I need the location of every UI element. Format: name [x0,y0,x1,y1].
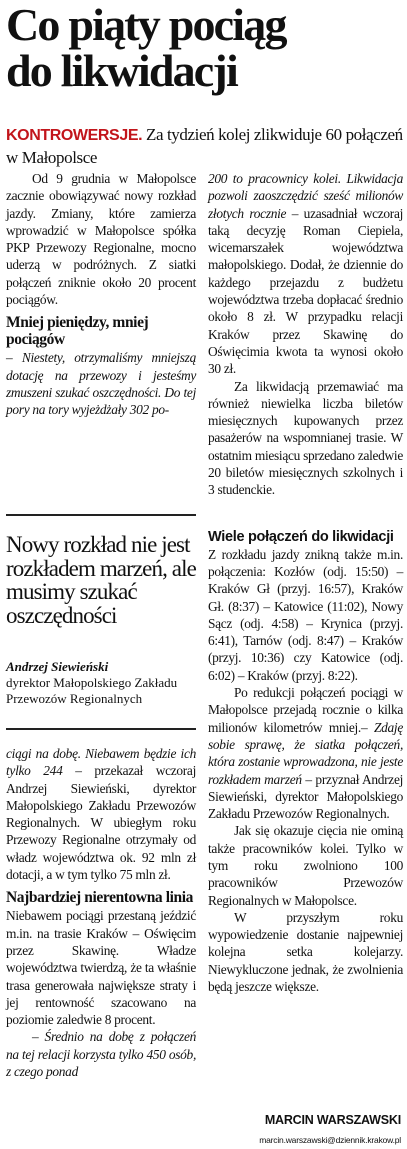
paragraph: – Średnio na dobę z połączeń na tej relacji korzysta tylko 450 osób, z czego ponad [6,1029,196,1080]
paragraph-italic: – Zdaję sobie sprawę, że siatka połączeń, która zostanie wprowadzona, nie jeste rozkładem marzeń [208,719,403,787]
subheading: Najbardziej nierentowna linia [6,889,194,907]
column-1-bottom [6,745,196,1080]
byline-email: marcin.warszawski@dziennik.krakow.pl [259,1135,401,1145]
byline-author: MARCIN WARSZAWSKI [264,1113,401,1127]
subheading: Mniej pieniędzy, mniej pociągów [6,314,149,349]
pull-quote-role: dyrektor Małopolskiego Zakładu Przewozów Regionalnych [6,675,178,706]
headline [6,2,404,94]
paragraph-rest: – uzasadniał wczoraj taką decyzję Roman Ciepiela, wicemarszałek województwa małopolskiego. Dodał, że dziennie do każdego przejazdu z budżetu województwa trzeba dopłacać średnio około 8 zł. W przypadku relacji Kraków przez Skawinę do Oświęcimia kwota ta wynosi około 30 zł. [208,205,404,377]
paragraph-italic: ciągi na dobę. Niebawem będzie ich tylko 244 [6,746,196,779]
paragraph-start: Po redukcji połączeń pociągi w Małopolsce przejadą rocznie o kilka milionów kilometrów mniej. [208,685,403,735]
pull-quote-attribution [6,659,196,707]
pull-quote-author: Andrzej Siewieński [6,659,109,674]
paragraph-rest: – przekazał wczoraj Andrzej Siewieński, dyrektor Małopolskiego Zakładu Przewozów Regionalnych. W ubiegłym roku Przewozy Regionalne otrzymały od władz województwa ok. 92 mln zł dotacji, a w tym tylko 75 mln zł. [6,763,196,883]
paragraph: Jak się okazuje cięcia nie ominą także pracowników kolei. Tylko w tym roku zwolniono 100 pracowników Przewozów Regionalnych w Małopolsce. [208,823,403,908]
divider [6,514,196,516]
lead-text: Za tydzień kolej zlikwiduje 60 połączeń w Małopolsce [6,125,403,167]
headline-line-2: do likwidacji [6,45,237,96]
paragraph [6,745,196,883]
paragraph [208,684,403,822]
paragraph: – Niestety, otrzymaliśmy mniejszą dotację na przewozy i jesteśmy zmuszeni szukać oszczędności. Do tej pory na tory wyjeżdżały 302 po- [6,350,196,418]
headline-line-1: Co piąty pociąg [6,0,286,50]
lead [6,124,404,169]
paragraph-italic: 200 to pracownicy kolei. Likwidacja pozwoli zaoszczędzić sześć milionów złotych rocznie [208,171,403,221]
paragraph-rest: – przyznał Andrzej Siewieński, dyrektor Małopolskiego Zakładu Przewozów Regionalnych. [208,771,404,822]
subheading: Wiele połączeń do likwidacji [208,528,394,545]
column-1-top [6,170,196,419]
paragraph: Od 9 grudnia w Małopolsce zacznie obowiązywać nowy rozkład jazdy. Zmiany, które zamierza wprowadzić w Małopolsce spółka PKP Przewozy Regionalne, mocno uderzą w podróżnych. Z siatki połączeń zniknie około 20 procent pociągów. [6,171,196,308]
paragraph: W przyszłym roku wypowiedzenie dostanie najpewniej kolejna setka kolejarzy. Niewykluczone jednak, że zwolnienia będą jeszcze większe. [208,909,403,995]
lead-kicker: KONTROWERSJE. [6,127,143,144]
paragraph: Niebawem pociągi przestaną jeździć m.in. na trasie Kraków – Oświęcim przez Skawinę. Władze województwa twierdzą, że ta właśnie trasa generowała największe straty i jej rentowność szacowano na poziomie zaledwie 8 procent. [6,908,196,1028]
divider [6,728,196,730]
pull-quote: Nowy rozkład nie jest rozkładem marzeń, ale musimy szukać oszczędności [6,532,196,628]
column-2 [208,170,403,995]
paragraph: Za likwidacją przemawiać ma również niewielka liczba biletów miesięcznych kupowanych przez pasażerów na wspomnianej trasie. W ostatnim miesiącu sprzedano zaledwie 20 biletów miesięcznych szkolnych i 3 studenckie. [208,378,403,498]
paragraph [208,170,403,378]
paragraph: Z rozkładu jazdy znikną także m.in. połączenia: Kozłów (odj. 15:50) – Kraków Gł (przyj. 16:57), Kraków Gł. (8:37) – Katowice (11:02), Nowy Sącz (odj. 4:58) – Krynica (przyj. 6:41), Tarnów (odj. 8:47) – Kraków (przyj. 10:36) czy Katowice (odj. 6:02) – Kraków (przyj. 8:22). [208,546,403,683]
